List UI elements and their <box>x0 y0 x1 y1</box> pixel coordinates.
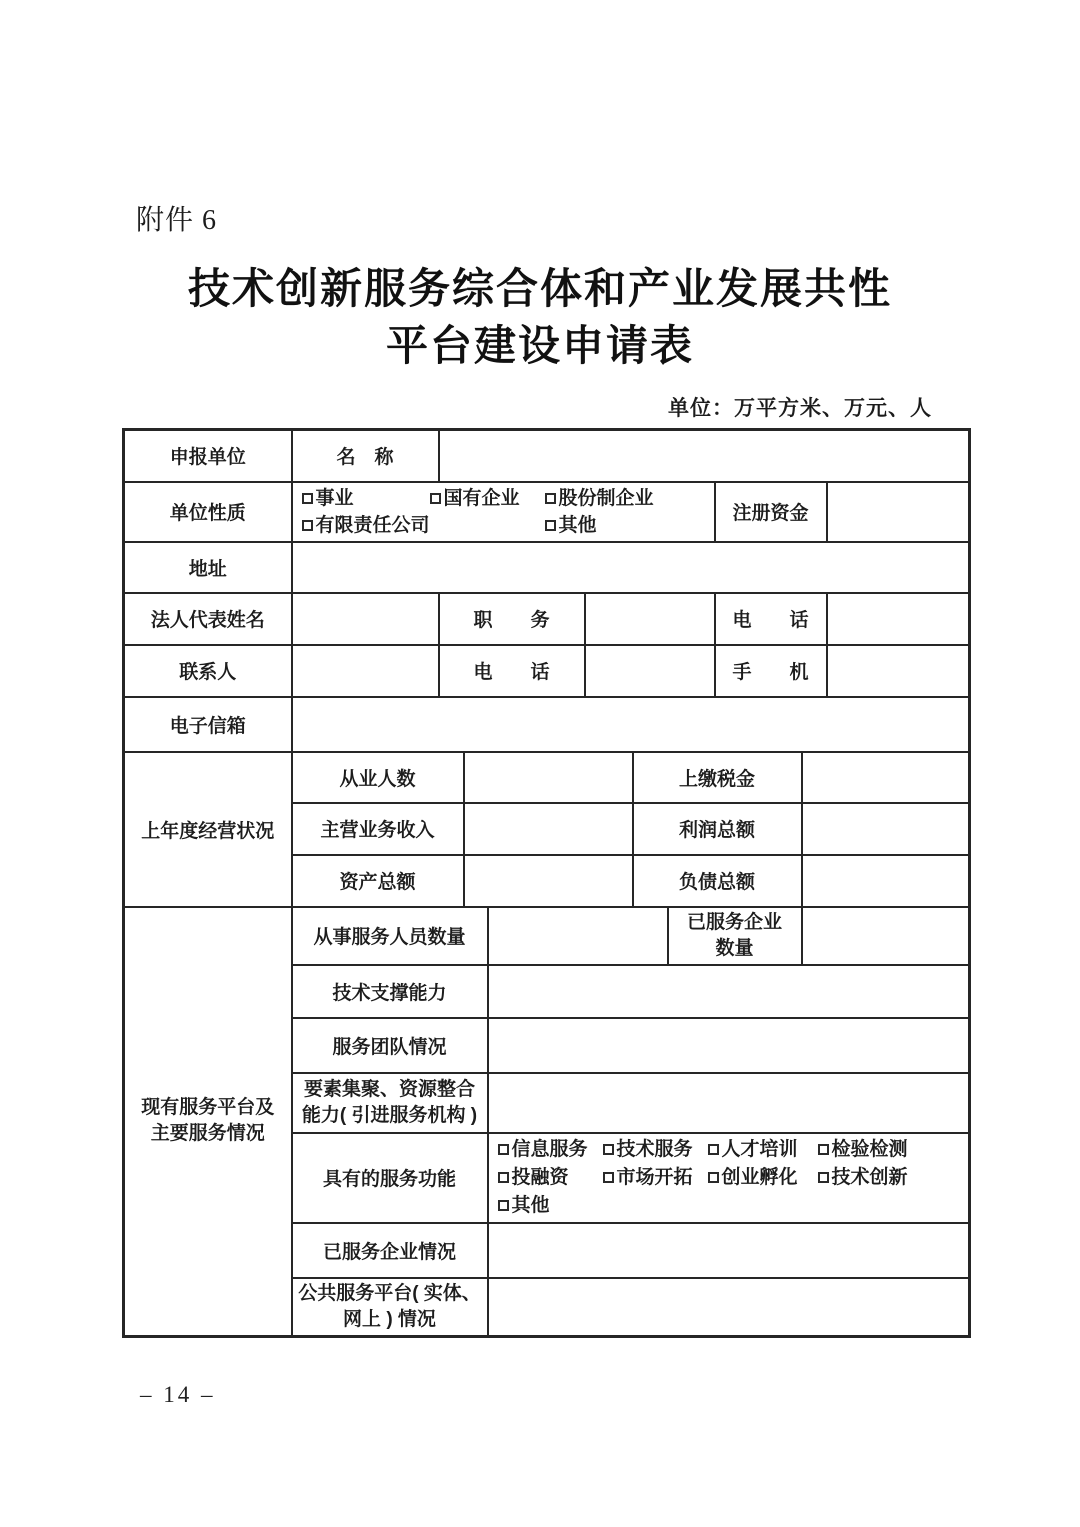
checkbox-label: 人才培训 <box>721 1138 798 1160</box>
checkbox-icon <box>430 493 441 504</box>
application-form-table <box>122 428 971 1338</box>
checkbox-option-jishuchuangxin[interactable] <box>818 1164 964 1192</box>
checkbox-option-shiye[interactable] <box>302 485 430 512</box>
resource-integration-label-line2: 能力( 引进服务机构 ) <box>301 1104 478 1126</box>
service-team-input[interactable] <box>488 1018 970 1073</box>
unit-note: 单位：万平方米、万元、人 <box>668 397 932 420</box>
checkbox-option-rencaipeixun[interactable] <box>708 1136 818 1164</box>
served-enterprises-count-label <box>668 907 802 965</box>
checkbox-label: 市场开拓 <box>616 1166 693 1188</box>
service-functions-options-cell <box>488 1133 970 1224</box>
total-assets-input[interactable] <box>464 855 633 907</box>
legal-phone-input[interactable] <box>827 593 970 645</box>
total-liabilities-label: 负债总额 <box>633 855 802 907</box>
checkbox-label: 技术创新 <box>831 1166 908 1188</box>
checkbox-option-shichangkaituo[interactable] <box>603 1164 708 1192</box>
public-platform-label-line1: 公共服务平台( 实体、 <box>298 1283 481 1304</box>
page-number: – 14 – <box>140 1382 216 1407</box>
checkbox-icon <box>818 1172 829 1183</box>
checkbox-option-tourongzi[interactable] <box>498 1164 603 1192</box>
mobile-input[interactable] <box>827 645 970 697</box>
row-legal-representative <box>124 593 970 645</box>
platform-section-label-line1: 现有服务平台及 <box>141 1097 275 1119</box>
address-input[interactable] <box>292 542 970 593</box>
service-team-label: 服务团队情况 <box>292 1018 488 1073</box>
email-input[interactable] <box>292 697 970 752</box>
checkbox-option-xinxifuwu[interactable] <box>498 1136 603 1164</box>
tax-paid-label: 上缴税金 <box>633 752 802 803</box>
checkbox-icon <box>603 1144 614 1155</box>
checkbox-option-youxianzeren[interactable] <box>302 512 545 539</box>
legal-representative-label: 法人代表姓名 <box>124 593 292 645</box>
row-address <box>124 542 970 593</box>
row-applicant <box>124 430 970 482</box>
checkbox-option-jishufuwu[interactable] <box>603 1136 708 1164</box>
checkbox-option-fn-qita[interactable] <box>498 1192 550 1220</box>
total-assets-label: 资产总额 <box>292 855 464 907</box>
checkbox-label: 信息服务 <box>511 1138 588 1160</box>
checkbox-icon <box>708 1144 719 1155</box>
service-functions-line2 <box>498 1164 964 1192</box>
checkbox-icon <box>818 1144 829 1155</box>
legal-representative-name-input[interactable] <box>292 593 439 645</box>
applicant-name-input[interactable] <box>439 430 970 482</box>
total-profit-input[interactable] <box>802 803 970 855</box>
contact-phone-label: 电 话 <box>439 645 585 697</box>
checkbox-option-jianyanjiance[interactable] <box>818 1136 964 1164</box>
checkbox-option-gufenzhiqiye[interactable] <box>545 485 709 512</box>
email-label: 电子信箱 <box>124 697 292 752</box>
checkbox-label: 创业孵化 <box>721 1166 798 1188</box>
row-email <box>124 697 970 752</box>
served-enterprises-count-input[interactable] <box>802 907 970 965</box>
legal-phone-label: 电 话 <box>715 593 827 645</box>
service-staff-count-input[interactable] <box>488 907 668 965</box>
resource-integration-label-line1: 要素集聚、资源整合 <box>303 1078 475 1100</box>
row-lastyear-1 <box>124 752 970 803</box>
document-title-line2: 平台建设申请表 <box>385 324 694 370</box>
served-enterprises-desc-input[interactable] <box>488 1223 970 1278</box>
checkbox-icon <box>498 1200 509 1211</box>
public-platform-label <box>292 1278 488 1337</box>
tech-support-label: 技术支撑能力 <box>292 965 488 1018</box>
position-input[interactable] <box>585 593 715 645</box>
public-platform-input[interactable] <box>488 1278 970 1337</box>
mobile-label: 手 机 <box>715 645 827 697</box>
public-platform-label-line2: 网上 ) 情况 <box>343 1309 436 1330</box>
checkbox-icon <box>302 493 313 504</box>
total-liabilities-input[interactable] <box>802 855 970 907</box>
unit-nature-options-cell <box>292 482 715 542</box>
applicant-label: 申报单位 <box>124 430 292 482</box>
position-label: 职 务 <box>439 593 585 645</box>
checkbox-label: 国有企业 <box>443 487 520 509</box>
checkbox-option-qita[interactable] <box>545 512 709 539</box>
served-enterprises-desc-label: 已服务企业情况 <box>292 1223 488 1278</box>
employee-count-input[interactable] <box>464 752 633 803</box>
checkbox-label: 检验检测 <box>831 1138 908 1160</box>
total-profit-label: 利润总额 <box>633 803 802 855</box>
attachment-label: 附件 6 <box>136 205 218 236</box>
service-functions-line1 <box>498 1136 964 1164</box>
served-enterprises-count-label-line2: 数量 <box>715 937 754 959</box>
row-contact <box>124 645 970 697</box>
resource-integration-input[interactable] <box>488 1073 970 1133</box>
checkbox-option-chuangyefuhua[interactable] <box>708 1164 818 1192</box>
lastyear-section-label: 上年度经营状况 <box>124 752 292 907</box>
served-enterprises-count-label-line1: 已服务企业 <box>686 911 782 933</box>
checkbox-label: 有限责任公司 <box>315 514 430 536</box>
checkbox-label: 事业 <box>315 487 354 509</box>
checkbox-label: 投融资 <box>511 1166 569 1188</box>
main-revenue-input[interactable] <box>464 803 633 855</box>
checkbox-icon <box>498 1172 509 1183</box>
checkbox-label: 股份制企业 <box>558 487 654 509</box>
address-label: 地址 <box>124 542 292 593</box>
service-functions-line3 <box>498 1192 964 1221</box>
contact-name-input[interactable] <box>292 645 439 697</box>
unit-nature-options-line2 <box>302 512 709 539</box>
document-title <box>0 262 1080 376</box>
checkbox-icon <box>545 520 556 531</box>
checkbox-option-guoyouqiye[interactable] <box>430 485 545 512</box>
platform-section-label <box>124 907 292 1337</box>
checkbox-icon <box>545 493 556 504</box>
row-platform-staff <box>124 907 970 965</box>
main-revenue-label: 主营业务收入 <box>292 803 464 855</box>
service-staff-count-label: 从事服务人员数量 <box>292 907 488 965</box>
row-unit-nature <box>124 482 970 542</box>
contact-label: 联系人 <box>124 645 292 697</box>
platform-section-label-line2: 主要服务情况 <box>150 1123 265 1145</box>
applicant-name-label: 名 称 <box>292 430 439 482</box>
checkbox-icon <box>498 1144 509 1155</box>
checkbox-label: 技术服务 <box>616 1138 693 1160</box>
unit-nature-label: 单位性质 <box>124 482 292 542</box>
unit-nature-options-line1 <box>302 485 709 512</box>
checkbox-icon <box>302 520 313 531</box>
contact-phone-input[interactable] <box>585 645 715 697</box>
checkbox-label: 其他 <box>511 1194 550 1216</box>
registered-capital-label: 注册资金 <box>715 482 827 542</box>
employee-count-label: 从业人数 <box>292 752 464 803</box>
tax-paid-input[interactable] <box>802 752 970 803</box>
checkbox-label: 其他 <box>558 514 597 536</box>
checkbox-icon <box>603 1172 614 1183</box>
resource-integration-label <box>292 1073 488 1133</box>
registered-capital-input[interactable] <box>827 482 970 542</box>
document-title-line1: 技术创新服务综合体和产业发展共性 <box>187 267 892 313</box>
checkbox-icon <box>708 1172 719 1183</box>
service-functions-label: 具有的服务功能 <box>292 1133 488 1224</box>
tech-support-input[interactable] <box>488 965 970 1018</box>
